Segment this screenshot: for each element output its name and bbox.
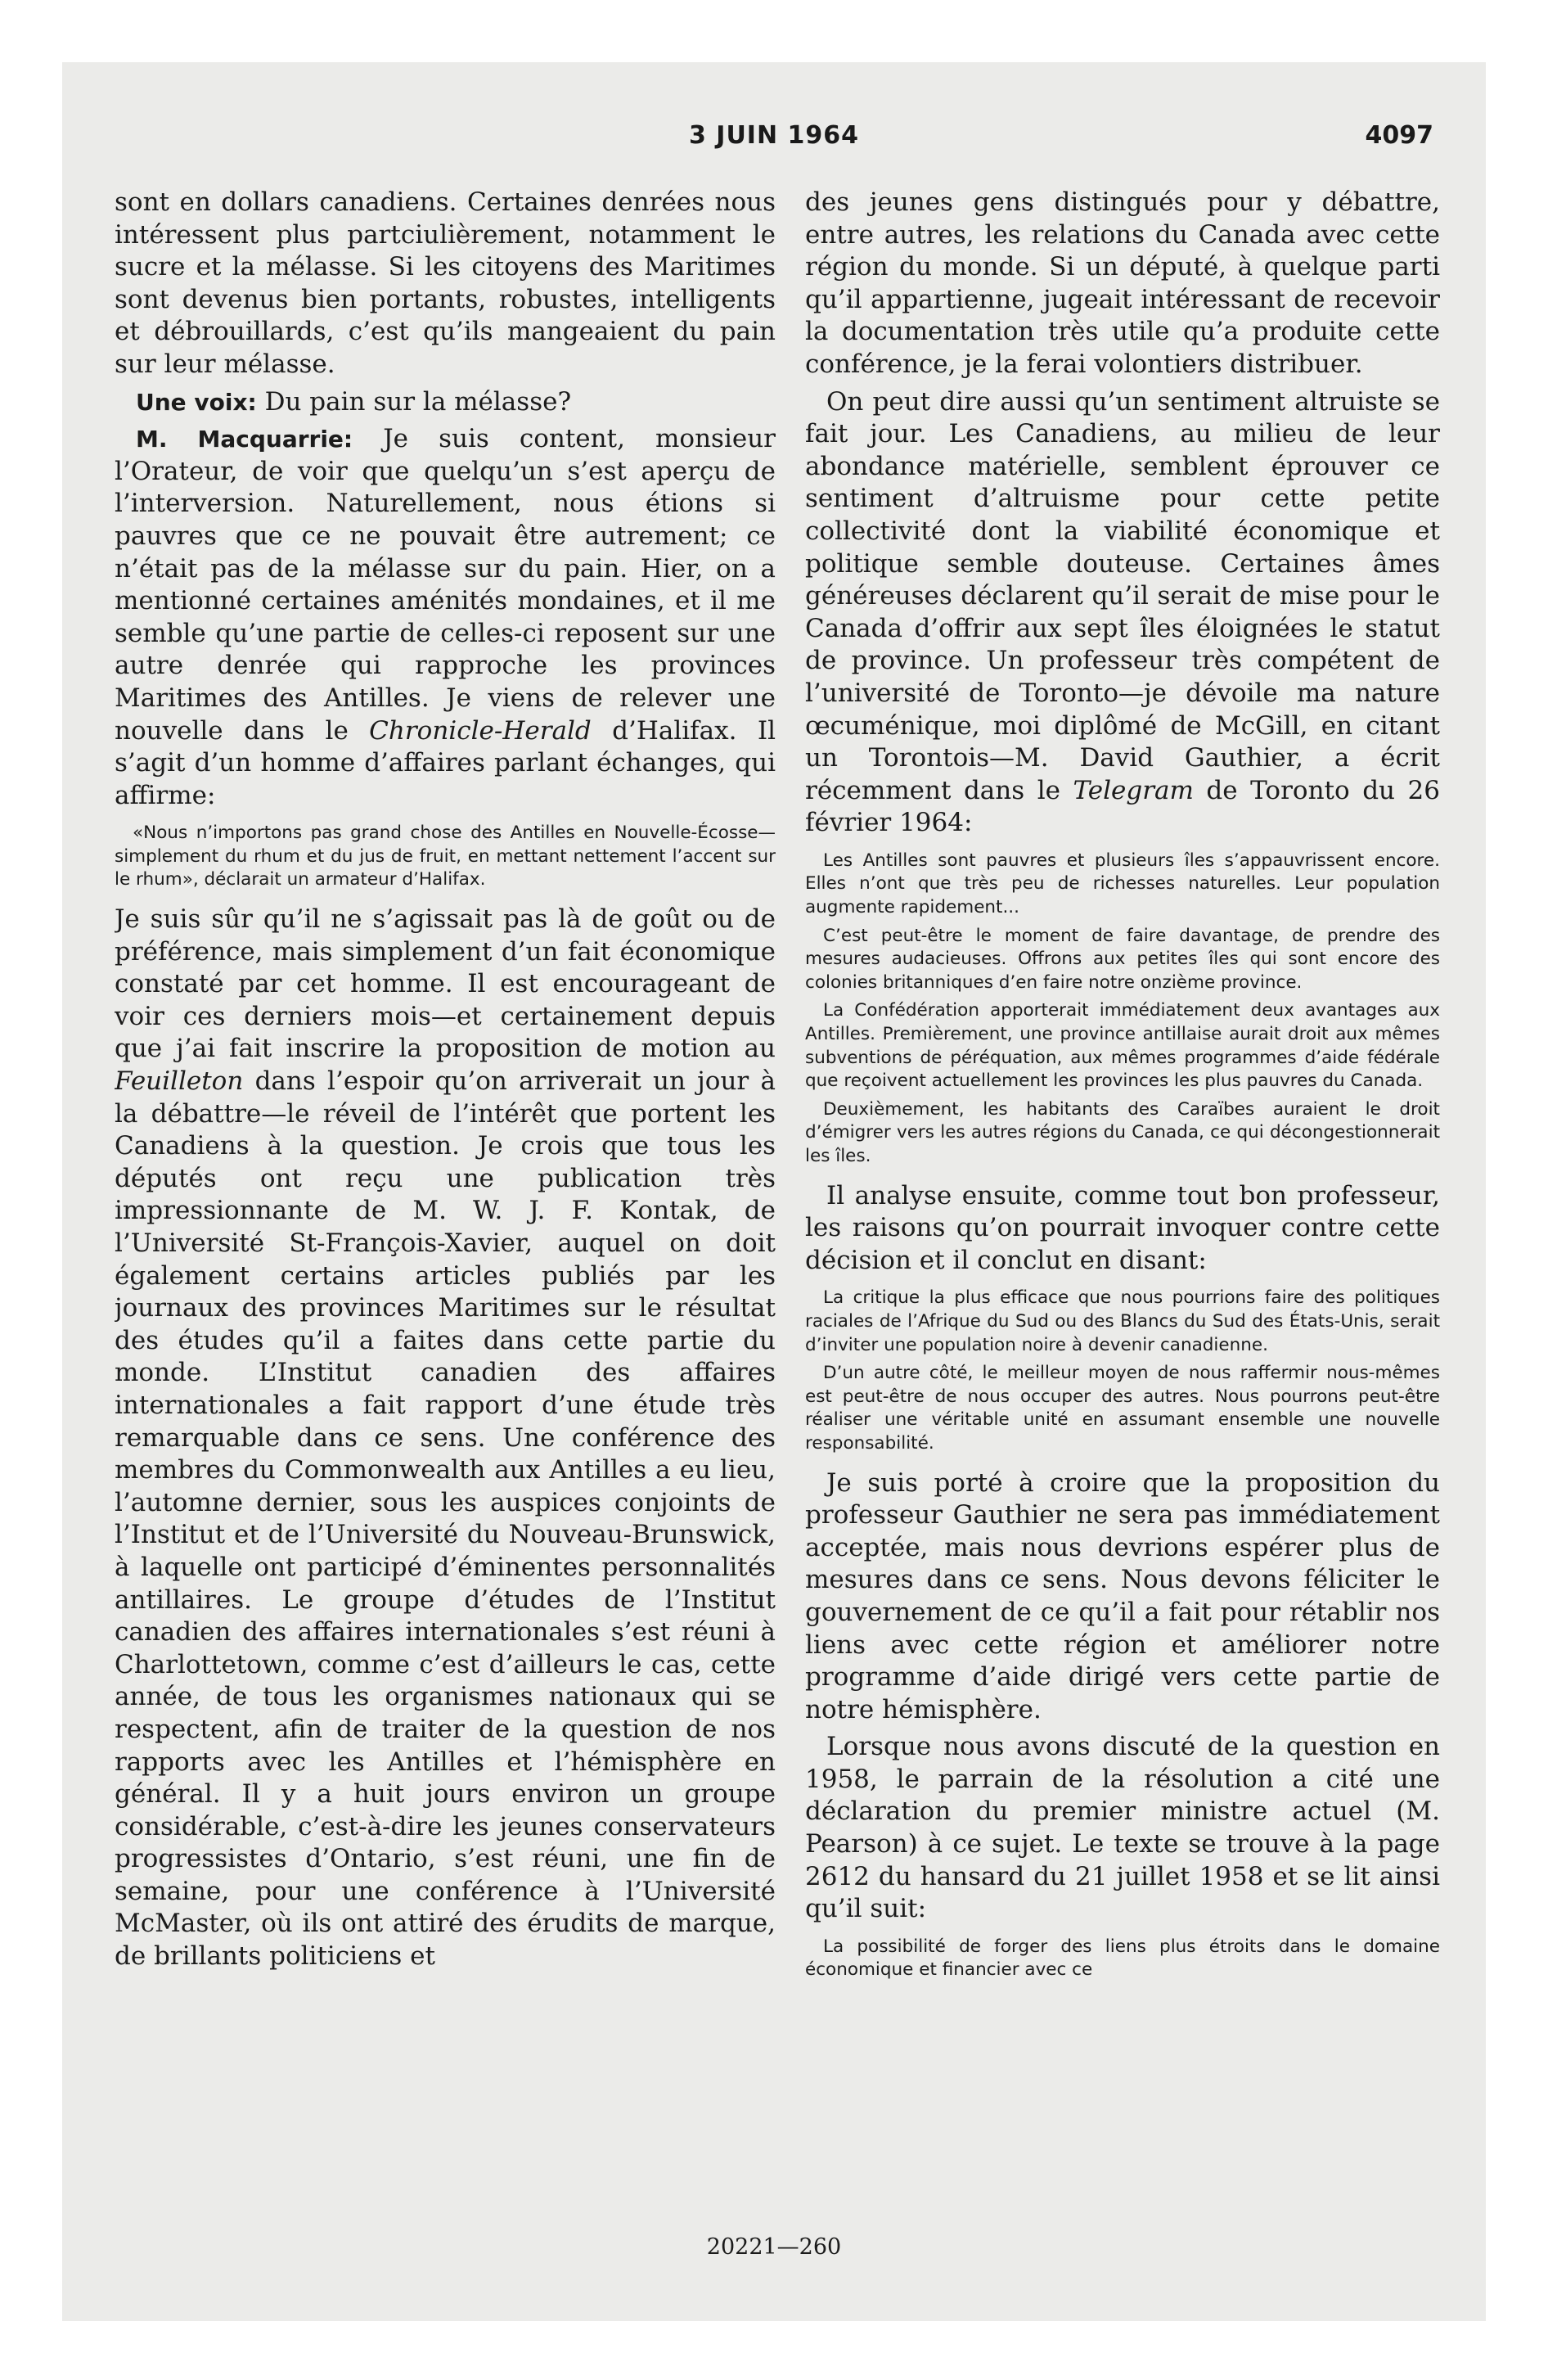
- block-quote: Les Antilles sont pauvres et plusieurs îles s’appauvrissent encore. Elles n’ont que très peu de richesses naturelles. Leur population augmente rapidement...: [805, 850, 1440, 918]
- paragraph: [805, 386, 1440, 840]
- publication-title: Chronicle-Herald: [369, 715, 592, 746]
- speaker-name: Une voix:: [136, 388, 257, 416]
- right-column: [805, 187, 1440, 2216]
- block-quote: Deuxièmement, les habitants des Caraïbes auraient le droit d’émigrer vers les autres régions du Canada, ce qui décongestionnerait les îles.: [805, 1098, 1440, 1166]
- page-number: 4097: [1365, 121, 1433, 150]
- running-header: [62, 121, 1486, 157]
- paragraph: [115, 386, 776, 419]
- speech-text: dans l’espoir qu’on arriverait un jour à la débattre—le réveil de l’intérêt que portent les Canadiens à la question. Je crois que tous les députés ont reçu une publication très impressionnante de M. W. J. F. Kontak, de l’Université St-François-Xavier, auquel on doit également certains articles publiés par les journaux des provinces Maritimes sur le résultat des études qu’il a faites dans cette partie du monde. L’Institut canadien des affaires internationales a fait rapport d’une étude très remarquable dans ce sens. Une conférence des membres du Commonwealth aux Antilles a eu lieu, l’automne dernier, sous les auspices conjoints de l’Institut et de l’Université du Nouveau-Brunswick, à laquelle ont participé d’éminentes personnalités antillaires. Le groupe d’études de l’Institut canadien des affaires internationales s’est réuni à Charlottetown, comme c’est d’ailleurs le cas, cette année, de tous les organismes nationaux qui se respectent, afin de traiter de la question de nos rapports avec les Antilles et l’hémisphère en général. Il y a huit jours environ un groupe considérable, c’est-à-dire les jeunes conservateurs progressistes d’Ontario, s’est réuni, une fin de semaine, pour une conférence à l’Université McMaster, où ils ont attiré des érudits de marque, de brillants politiciens et: [115, 1066, 776, 1972]
- page-date: 3 JUIN 1964: [688, 121, 860, 150]
- block-quote: D’un autre côté, le meilleur moyen de nous raffermir nous-mêmes est peut-être de nous occuper des autres. Nous pourrons peut-être réaliser une véritable unité en assumant ensemble une nouvelle responsabilité.: [805, 1363, 1440, 1454]
- paragraph: Je suis porté à croire que la proposition du professeur Gauthier ne sera pas immédiatement acceptée, mais nous devrions espérer plus de mesures dans ce sens. Nous devons féliciter le gouvernement de ce qu’il a fait pour rétablir nos liens avec cette région et améliorer notre programme d’aide dirigé vers cette partie de notre hémisphère.: [805, 1467, 1440, 1724]
- paragraph: Lorsque nous avons discuté de la question en 1958, le parrain de la résolution a cité une déclaration du premier ministre actuel (M. Pearson) à ce sujet. Le texte se trouve à la page 2612 du hansard du 21 juillet 1958 et se lit ainsi qu’il suit:: [805, 1732, 1440, 1924]
- speech-text: d’Halifax. Il s’agit d’un homme d’affaires parlant échanges, qui affirme:: [115, 715, 776, 810]
- page-sheet: [62, 62, 1486, 2321]
- speech-text: Je suis sûr qu’il ne s’agissait pas là de goût ou de préférence, mais simplement d’un fait économique constaté par cet homme. Il est encourageant de voir ces derniers mois—et certainement depuis que j’ai fait inscrire la proposition de motion au: [115, 904, 776, 1064]
- paragraph: Il analyse ensuite, comme tout bon professeur, les raisons qu’on pourrait invoquer contre cette décision et il conclut en disant:: [805, 1180, 1440, 1275]
- paragraph: [115, 904, 776, 1973]
- speech-text: On peut dire aussi qu’un sentiment altruiste se fait jour. Les Canadiens, au milieu de leur abondance matérielle, semblent éprouver ce sentiment d’altruisme pour cette petite collectivité dont la viabilité économique et politique semble douteuse. Certaines âmes généreuses déclarent qu’il serait de mise pour le Canada d’offrir aux sept îles éloignées le statut de province. Un professeur très compétent de l’université de Toronto—je dévoile ma nature œcuménique, moi diplômé de McGill, en citant un Torontois—M. David Gauthier, a écrit récemment dans le: [805, 386, 1440, 805]
- left-column: [115, 187, 776, 2216]
- speech-text: Je suis content, monsieur l’Orateur, de voir que quelqu’un s’est aperçu de l’interversion. Naturellement, nous étions si pauvres que ce ne pouvait être autrement; ce n’était pas de la mélasse sur du pain. Hier, on a mentionné certaines aménités mondaines, et il me semble qu’une partie de celles-ci reposent sur une autre denrée qui rapproche les provinces Maritimes des Antilles. Je viens de relever une nouvelle dans le: [115, 424, 776, 746]
- speaker-name: M. Macquarrie:: [136, 426, 353, 453]
- block-quote: La critique la plus efficace que nous pourrions faire des politiques raciales de l’Afrique du Sud ou des Blancs du Sud des États-Unis, serait d’inviter une population noire à devenir canadienne.: [805, 1287, 1440, 1355]
- block-quote: «Nous n’importons pas grand chose des Antilles en Nouvelle-Écosse—simplement du rhum et du jus de fruit, en mettant nettement l’accent sur le rhum», déclarait un armateur d’Halifax.: [115, 823, 776, 890]
- paragraph: des jeunes gens distingués pour y débattre, entre autres, les relations du Canada avec cette région du monde. Si un député, à quelque parti qu’il appartienne, jugeait intéressant de recevoir la documentation très utile qu’a produite cette conférence, je la ferai volontiers distribuer.: [805, 187, 1440, 379]
- block-quote: La possibilité de forger des liens plus étroits dans le domaine économique et financier avec ce: [805, 1936, 1440, 1981]
- paragraph: [115, 423, 776, 812]
- block-quote: La Confédération apporterait immédiatement deux avantages aux Antilles. Premièrement, une province antillaise aurait droit aux mêmes subventions de péréquation, aux mêmes programmes d’aide fédérale que reçoivent actuellement les provinces les plus pauvres du Canada.: [805, 1000, 1440, 1092]
- block-quote: C’est peut-être le moment de faire davantage, de prendre des mesures audacieuses. Offrons aux petites îles qui sont encore des colonies britanniques d’en faire notre onzième province.: [805, 925, 1440, 993]
- publication-title: Telegram: [1073, 775, 1194, 805]
- printer-signature: 20221—260: [706, 2234, 842, 2260]
- speech-text: Du pain sur la mélasse?: [256, 386, 572, 417]
- publication-title: Feuilleton: [115, 1066, 244, 1097]
- paragraph: sont en dollars canadiens. Certaines denrées nous intéressent plus partciulièrement, notamment le sucre et la mélasse. Si les citoyens des Maritimes sont devenus bien portants, robustes, intelligents et débrouillards, c’est qu’ils mangeaient du pain sur leur mélasse.: [115, 187, 776, 379]
- speech-text: de Toronto du 26 février 1964:: [805, 775, 1440, 838]
